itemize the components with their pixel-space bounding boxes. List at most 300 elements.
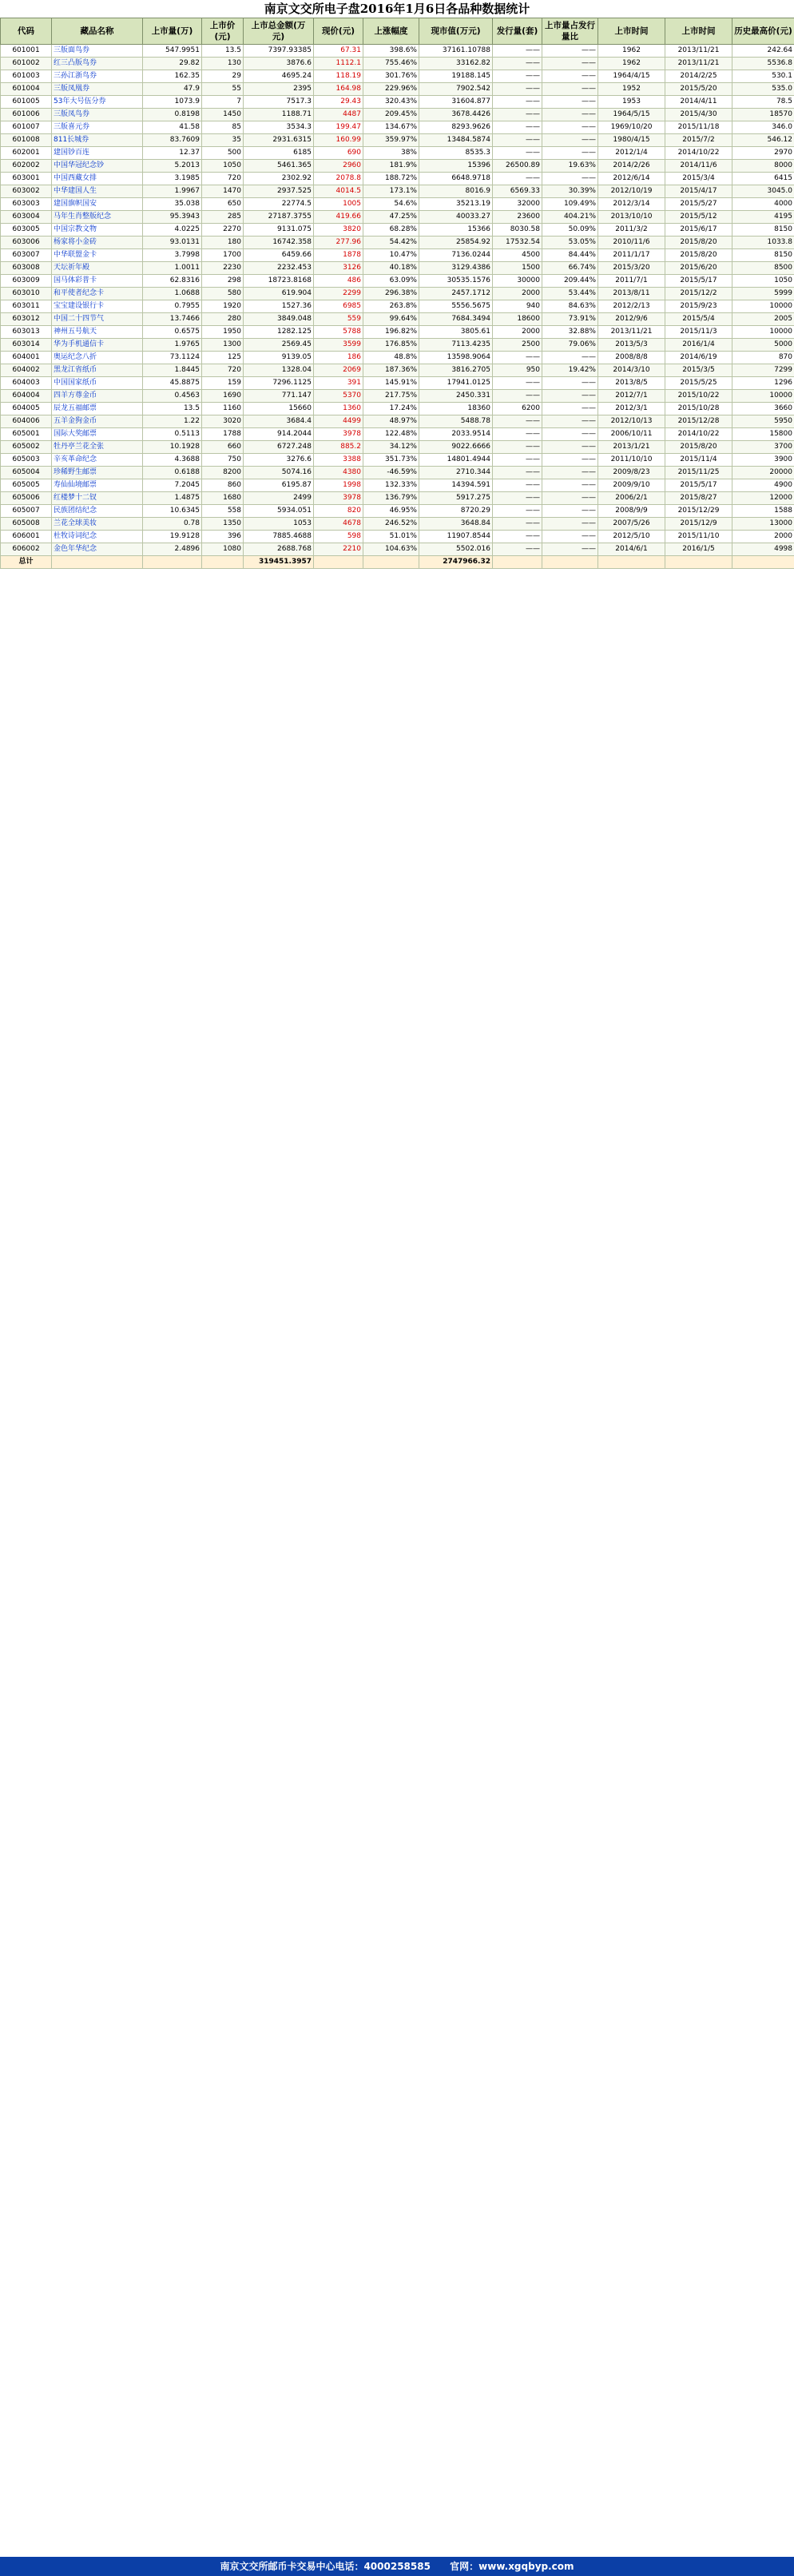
table-cell: 2012/5/10: [598, 531, 665, 543]
table-row: [1, 505, 794, 518]
table-cell: 红楼梦十二钗: [52, 492, 143, 505]
table-header-row: [1, 18, 794, 45]
table-cell: 7.2045: [143, 479, 202, 492]
table-cell: 0.78: [143, 518, 202, 531]
table-cell: 23600: [493, 211, 542, 224]
table-cell: 603014: [1, 339, 52, 352]
table-cell: 2013/10/10: [598, 211, 665, 224]
table-cell: 2015/3/20: [598, 262, 665, 275]
table-cell: 1962: [598, 58, 665, 70]
table-cell: 2015/11/10: [665, 531, 732, 543]
table-cell: 5370: [314, 390, 363, 403]
column-header: 上市时间: [598, 18, 665, 45]
table-cell: 601003: [1, 70, 52, 83]
table-cell: [665, 556, 732, 569]
table-cell: 162.35: [143, 70, 202, 83]
table-cell: 885.2: [314, 441, 363, 454]
table-cell: 29.82: [143, 58, 202, 70]
table-cell: 1680: [202, 492, 244, 505]
table-cell: 32000: [493, 198, 542, 211]
table-cell: 8016.9: [419, 185, 493, 198]
table-cell: 3534.3: [244, 121, 314, 134]
table-cell: 1282.125: [244, 326, 314, 339]
table-cell: 2000: [493, 288, 542, 300]
table-cell: 296.38%: [363, 288, 419, 300]
table-cell: 17941.0125: [419, 377, 493, 390]
table-cell: 48.8%: [363, 352, 419, 364]
table-cell: 173.1%: [363, 185, 419, 198]
table-cell: [598, 556, 665, 569]
table-cell: 603005: [1, 224, 52, 237]
table-cell: 160.99: [314, 134, 363, 147]
table-cell: 301.76%: [363, 70, 419, 83]
table-cell: 25854.92: [419, 237, 493, 249]
table-cell: 2960: [314, 160, 363, 173]
table-cell: 391: [314, 377, 363, 390]
table-cell: 3126: [314, 262, 363, 275]
table-cell: 8150: [732, 224, 794, 237]
table-cell: 1300: [202, 339, 244, 352]
table-cell: 2000: [493, 326, 542, 339]
table-cell: 1296: [732, 377, 794, 390]
table-cell: ——: [493, 83, 542, 96]
table-cell: 2005: [732, 313, 794, 326]
table-cell: 35: [202, 134, 244, 147]
table-row: [1, 134, 794, 147]
table-cell: 三版喜元券: [52, 121, 143, 134]
table-cell: [732, 556, 794, 569]
table-cell: ——: [542, 173, 598, 185]
table-cell: 8720.29: [419, 505, 493, 518]
table-cell: 4000: [732, 198, 794, 211]
table-cell: 196.82%: [363, 326, 419, 339]
table-cell: 84.44%: [542, 249, 598, 262]
table-cell: ——: [542, 441, 598, 454]
table-cell: 1964/5/15: [598, 109, 665, 121]
table-cell: ——: [493, 492, 542, 505]
table-row: [1, 454, 794, 467]
table-cell: 三版凤鸟券: [52, 109, 143, 121]
table-cell: 1.22: [143, 415, 202, 428]
table-cell: 2014/10/22: [665, 147, 732, 160]
table-row: [1, 313, 794, 326]
table-cell: 660: [202, 441, 244, 454]
table-cell: 19.9128: [143, 531, 202, 543]
table-cell: 690: [314, 147, 363, 160]
table-cell: [542, 556, 598, 569]
table-cell: 950: [493, 364, 542, 377]
table-cell: 4499: [314, 415, 363, 428]
table-cell: 1053: [244, 518, 314, 531]
table-cell: 2015/8/27: [665, 492, 732, 505]
table-cell: 2302.92: [244, 173, 314, 185]
table-cell: 68.28%: [363, 224, 419, 237]
table-cell: 2011/3/2: [598, 224, 665, 237]
table-cell: 2012/2/13: [598, 300, 665, 313]
column-header: 现价(元): [314, 18, 363, 45]
table-row: [1, 339, 794, 352]
table-cell: 2450.331: [419, 390, 493, 403]
table-cell: ——: [493, 454, 542, 467]
table-cell: 红三凸版鸟券: [52, 58, 143, 70]
table-row: [1, 326, 794, 339]
table-cell: 2015/11/25: [665, 467, 732, 479]
table-cell: 0.6188: [143, 467, 202, 479]
table-cell: 619.904: [244, 288, 314, 300]
table-cell: 66.74%: [542, 262, 598, 275]
table-cell: 18570: [732, 109, 794, 121]
table-cell: 176.85%: [363, 339, 419, 352]
table-cell: 4500: [493, 249, 542, 262]
table-cell: 603008: [1, 262, 52, 275]
table-cell: 8200: [202, 467, 244, 479]
table-cell: 中国宗教文物: [52, 224, 143, 237]
table-cell: ——: [493, 415, 542, 428]
table-cell: 63.09%: [363, 275, 419, 288]
table-cell: 2009/8/23: [598, 467, 665, 479]
table-row: [1, 58, 794, 70]
table-cell: 346.0: [732, 121, 794, 134]
table-cell: 606001: [1, 531, 52, 543]
table-cell: 54.42%: [363, 237, 419, 249]
table-cell: 45.8875: [143, 377, 202, 390]
table-cell: 中华联盟金卡: [52, 249, 143, 262]
table-cell: ——: [493, 518, 542, 531]
page-title: 南京文交所电子盘2016年1月6日各品种数据统计: [264, 2, 530, 16]
table-cell: ——: [493, 134, 542, 147]
table-cell: 2014/11/6: [665, 160, 732, 173]
table-cell: 78.5: [732, 96, 794, 109]
table-cell: 2015/6/20: [665, 262, 732, 275]
table-cell: ——: [542, 96, 598, 109]
table-cell: 500: [202, 147, 244, 160]
table-cell: 601002: [1, 58, 52, 70]
table-cell: 41.58: [143, 121, 202, 134]
table-cell: 2015/11/4: [665, 454, 732, 467]
table-cell: 601005: [1, 96, 52, 109]
table-cell: 2210: [314, 543, 363, 556]
table-cell: ——: [493, 505, 542, 518]
table-cell: 2931.6315: [244, 134, 314, 147]
table-cell: 2015/6/17: [665, 224, 732, 237]
table-cell: 53.05%: [542, 237, 598, 249]
table-row: [1, 403, 794, 415]
table-cell: 1470: [202, 185, 244, 198]
table-cell: 109.49%: [542, 198, 598, 211]
table-cell: ——: [493, 109, 542, 121]
table-cell: 601004: [1, 83, 52, 96]
table-cell: 8150: [732, 249, 794, 262]
table-cell: 0.8198: [143, 109, 202, 121]
table-cell: 和平使者纪念卡: [52, 288, 143, 300]
table-cell: 6415: [732, 173, 794, 185]
table-cell: 605004: [1, 467, 52, 479]
table-cell: 3020: [202, 415, 244, 428]
table-cell: 605006: [1, 492, 52, 505]
table-cell: ——: [542, 415, 598, 428]
table-cell: 1980/4/15: [598, 134, 665, 147]
table-cell: 8293.9626: [419, 121, 493, 134]
table-cell: 4380: [314, 467, 363, 479]
table-cell: 285: [202, 211, 244, 224]
table-cell: ——: [493, 377, 542, 390]
table-row: [1, 185, 794, 198]
column-header: 代码: [1, 18, 52, 45]
table-cell: 2012/10/13: [598, 415, 665, 428]
table-cell: 3978: [314, 492, 363, 505]
table-cell: 1690: [202, 390, 244, 403]
table-cell: 5934.051: [244, 505, 314, 518]
table-cell: 546.12: [732, 134, 794, 147]
table-cell: 188.72%: [363, 173, 419, 185]
table-cell: 46.95%: [363, 505, 419, 518]
table-cell: 3.1985: [143, 173, 202, 185]
table-cell: 298: [202, 275, 244, 288]
table-cell: 47.9: [143, 83, 202, 96]
table-cell: ——: [493, 352, 542, 364]
table-cell: 22774.5: [244, 198, 314, 211]
table-cell: 神州五号航天: [52, 326, 143, 339]
table-cell: 3900: [732, 454, 794, 467]
table-cell: 602002: [1, 160, 52, 173]
table-cell: 2015/12/28: [665, 415, 732, 428]
table-cell: 6648.9718: [419, 173, 493, 185]
column-header: 上涨幅度: [363, 18, 419, 45]
table-cell: 2013/5/3: [598, 339, 665, 352]
table-cell: 8535.3: [419, 147, 493, 160]
table-cell: 黑龙江省纸币: [52, 364, 143, 377]
table-cell: 1588: [732, 505, 794, 518]
table-cell: 122.48%: [363, 428, 419, 441]
table-cell: 755.46%: [363, 58, 419, 70]
table-cell: ——: [542, 531, 598, 543]
table-cell: ——: [542, 479, 598, 492]
table-cell: 2013/8/11: [598, 288, 665, 300]
table-cell: 17532.54: [493, 237, 542, 249]
table-cell: 13.7466: [143, 313, 202, 326]
table-cell: ——: [542, 403, 598, 415]
table-cell: 164.98: [314, 83, 363, 96]
table-row: [1, 543, 794, 556]
table-cell: 4487: [314, 109, 363, 121]
table-cell: 650: [202, 198, 244, 211]
table-cell: 2014/2/25: [665, 70, 732, 83]
table-cell: 2937.525: [244, 185, 314, 198]
table-cell: 2970: [732, 147, 794, 160]
table-cell: 1962: [598, 45, 665, 58]
totals-value: 2747966.32: [419, 556, 493, 569]
table-cell: [143, 556, 202, 569]
table-cell: 125: [202, 352, 244, 364]
table-row: [1, 173, 794, 185]
table-cell: 603004: [1, 211, 52, 224]
table-cell: 1700: [202, 249, 244, 262]
table-cell: 民族团结纪念: [52, 505, 143, 518]
table-cell: 5502.016: [419, 543, 493, 556]
table-cell: ——: [493, 441, 542, 454]
table-cell: 0.7955: [143, 300, 202, 313]
table-cell: 605007: [1, 505, 52, 518]
table-cell: 2008/8/8: [598, 352, 665, 364]
table-cell: 2000: [732, 531, 794, 543]
column-header: 上市总金额(万元): [244, 18, 314, 45]
table-cell: 10.6345: [143, 505, 202, 518]
table-cell: 金色年华纪念: [52, 543, 143, 556]
table-cell: 1920: [202, 300, 244, 313]
table-cell: 13000: [732, 518, 794, 531]
table-row: [1, 300, 794, 313]
table-cell: 10000: [732, 390, 794, 403]
table-row: [1, 479, 794, 492]
table-cell: ——: [542, 467, 598, 479]
table-row: [1, 364, 794, 377]
table-cell: 3276.6: [244, 454, 314, 467]
table-cell: 8500: [732, 262, 794, 275]
table-cell: 10.1928: [143, 441, 202, 454]
table-cell: 29: [202, 70, 244, 83]
table-cell: 2499: [244, 492, 314, 505]
table-cell: 1188.71: [244, 109, 314, 121]
table-cell: 720: [202, 364, 244, 377]
table-cell: ——: [493, 58, 542, 70]
table-row: [1, 390, 794, 403]
table-cell: 2009/9/10: [598, 479, 665, 492]
table-cell: 603011: [1, 300, 52, 313]
table-cell: 0.6575: [143, 326, 202, 339]
table-cell: ——: [542, 505, 598, 518]
table-cell: 中华建国人生: [52, 185, 143, 198]
table-cell: 3.7998: [143, 249, 202, 262]
table-cell: 3599: [314, 339, 363, 352]
table-cell: 209.44%: [542, 275, 598, 288]
table-cell: 605005: [1, 479, 52, 492]
table-cell: 35213.19: [419, 198, 493, 211]
table-cell: 2013/1/21: [598, 441, 665, 454]
table-cell: 486: [314, 275, 363, 288]
table-cell: 720: [202, 173, 244, 185]
table-cell: ——: [542, 134, 598, 147]
table-cell: 4900: [732, 479, 794, 492]
table-cell: 4678: [314, 518, 363, 531]
table-cell: -46.59%: [363, 467, 419, 479]
table-cell: 2011/1/17: [598, 249, 665, 262]
table-cell: 5999: [732, 288, 794, 300]
table-cell: 10000: [732, 326, 794, 339]
table-cell: ——: [542, 390, 598, 403]
table-cell: 2015/3/4: [665, 173, 732, 185]
table-cell: 5000: [732, 339, 794, 352]
totals-row: [1, 556, 794, 569]
table-cell: 2014/6/1: [598, 543, 665, 556]
table-cell: 5.2013: [143, 160, 202, 173]
table-cell: 1050: [202, 160, 244, 173]
table-cell: ——: [493, 121, 542, 134]
table-cell: 7902.542: [419, 83, 493, 96]
table-cell: 0.5113: [143, 428, 202, 441]
table-cell: 4.0225: [143, 224, 202, 237]
table-row: [1, 249, 794, 262]
table-cell: 1952: [598, 83, 665, 96]
table-cell: 811长城券: [52, 134, 143, 147]
table-cell: 寿仙仙境邮票: [52, 479, 143, 492]
table-cell: 2015/7/2: [665, 134, 732, 147]
table-row: [1, 288, 794, 300]
table-cell: 104.63%: [363, 543, 419, 556]
table-cell: 5536.8: [732, 58, 794, 70]
table-cell: 181.9%: [363, 160, 419, 173]
table-cell: 145.91%: [363, 377, 419, 390]
column-header: 藏品名称: [52, 18, 143, 45]
table-row: [1, 492, 794, 505]
table-cell: 134.67%: [363, 121, 419, 134]
table-cell: 辛亥革命纪念: [52, 454, 143, 467]
table-cell: ——: [542, 352, 598, 364]
table-cell: 604003: [1, 377, 52, 390]
table-cell: 15800: [732, 428, 794, 441]
table-cell: 1998: [314, 479, 363, 492]
table-cell: 3978: [314, 428, 363, 441]
table-cell: 7136.0244: [419, 249, 493, 262]
table-cell: 50.09%: [542, 224, 598, 237]
table-cell: 6985: [314, 300, 363, 313]
table-cell: 31604.877: [419, 96, 493, 109]
table-cell: 中国西藏女排: [52, 173, 143, 185]
table-row: [1, 467, 794, 479]
table-cell: 1969/10/20: [598, 121, 665, 134]
table-cell: 2015/3/5: [665, 364, 732, 377]
table-cell: 603013: [1, 326, 52, 339]
table-cell: 2015/5/4: [665, 313, 732, 326]
table-cell: 3820: [314, 224, 363, 237]
table-row: [1, 415, 794, 428]
table-cell: 604002: [1, 364, 52, 377]
table-cell: [314, 556, 363, 569]
table-cell: 2014/10/22: [665, 428, 732, 441]
table-cell: 宝宝建设银行卡: [52, 300, 143, 313]
table-cell: 2012/7/1: [598, 390, 665, 403]
table-cell: 19.63%: [542, 160, 598, 173]
table-cell: 51.01%: [363, 531, 419, 543]
table-cell: 2014/6/19: [665, 352, 732, 364]
table-cell: ——: [542, 58, 598, 70]
table-cell: 12.37: [143, 147, 202, 160]
table-cell: 15660: [244, 403, 314, 415]
table-cell: 3876.6: [244, 58, 314, 70]
table-cell: 159: [202, 377, 244, 390]
table-cell: ——: [493, 147, 542, 160]
table-row: [1, 96, 794, 109]
table-cell: 15366: [419, 224, 493, 237]
table-cell: 2015/5/12: [665, 211, 732, 224]
table-cell: 7397.93385: [244, 45, 314, 58]
table-cell: 820: [314, 505, 363, 518]
table-cell: 30535.1576: [419, 275, 493, 288]
table-cell: 2015/5/17: [665, 275, 732, 288]
footer-website[interactable]: 官网：www.xgqbyp.com: [450, 2561, 574, 2572]
table-cell: 5788: [314, 326, 363, 339]
table-cell: 三孙江浙鸟券: [52, 70, 143, 83]
table-cell: 598: [314, 531, 363, 543]
table-cell: [363, 556, 419, 569]
table-cell: 1328.04: [244, 364, 314, 377]
table-cell: 6195.87: [244, 479, 314, 492]
table-cell: 四羊方尊金币: [52, 390, 143, 403]
table-cell: 5488.78: [419, 415, 493, 428]
table-cell: 26500.89: [493, 160, 542, 173]
table-cell: 603010: [1, 288, 52, 300]
table-cell: 2015/10/22: [665, 390, 732, 403]
table-cell: 34.12%: [363, 441, 419, 454]
